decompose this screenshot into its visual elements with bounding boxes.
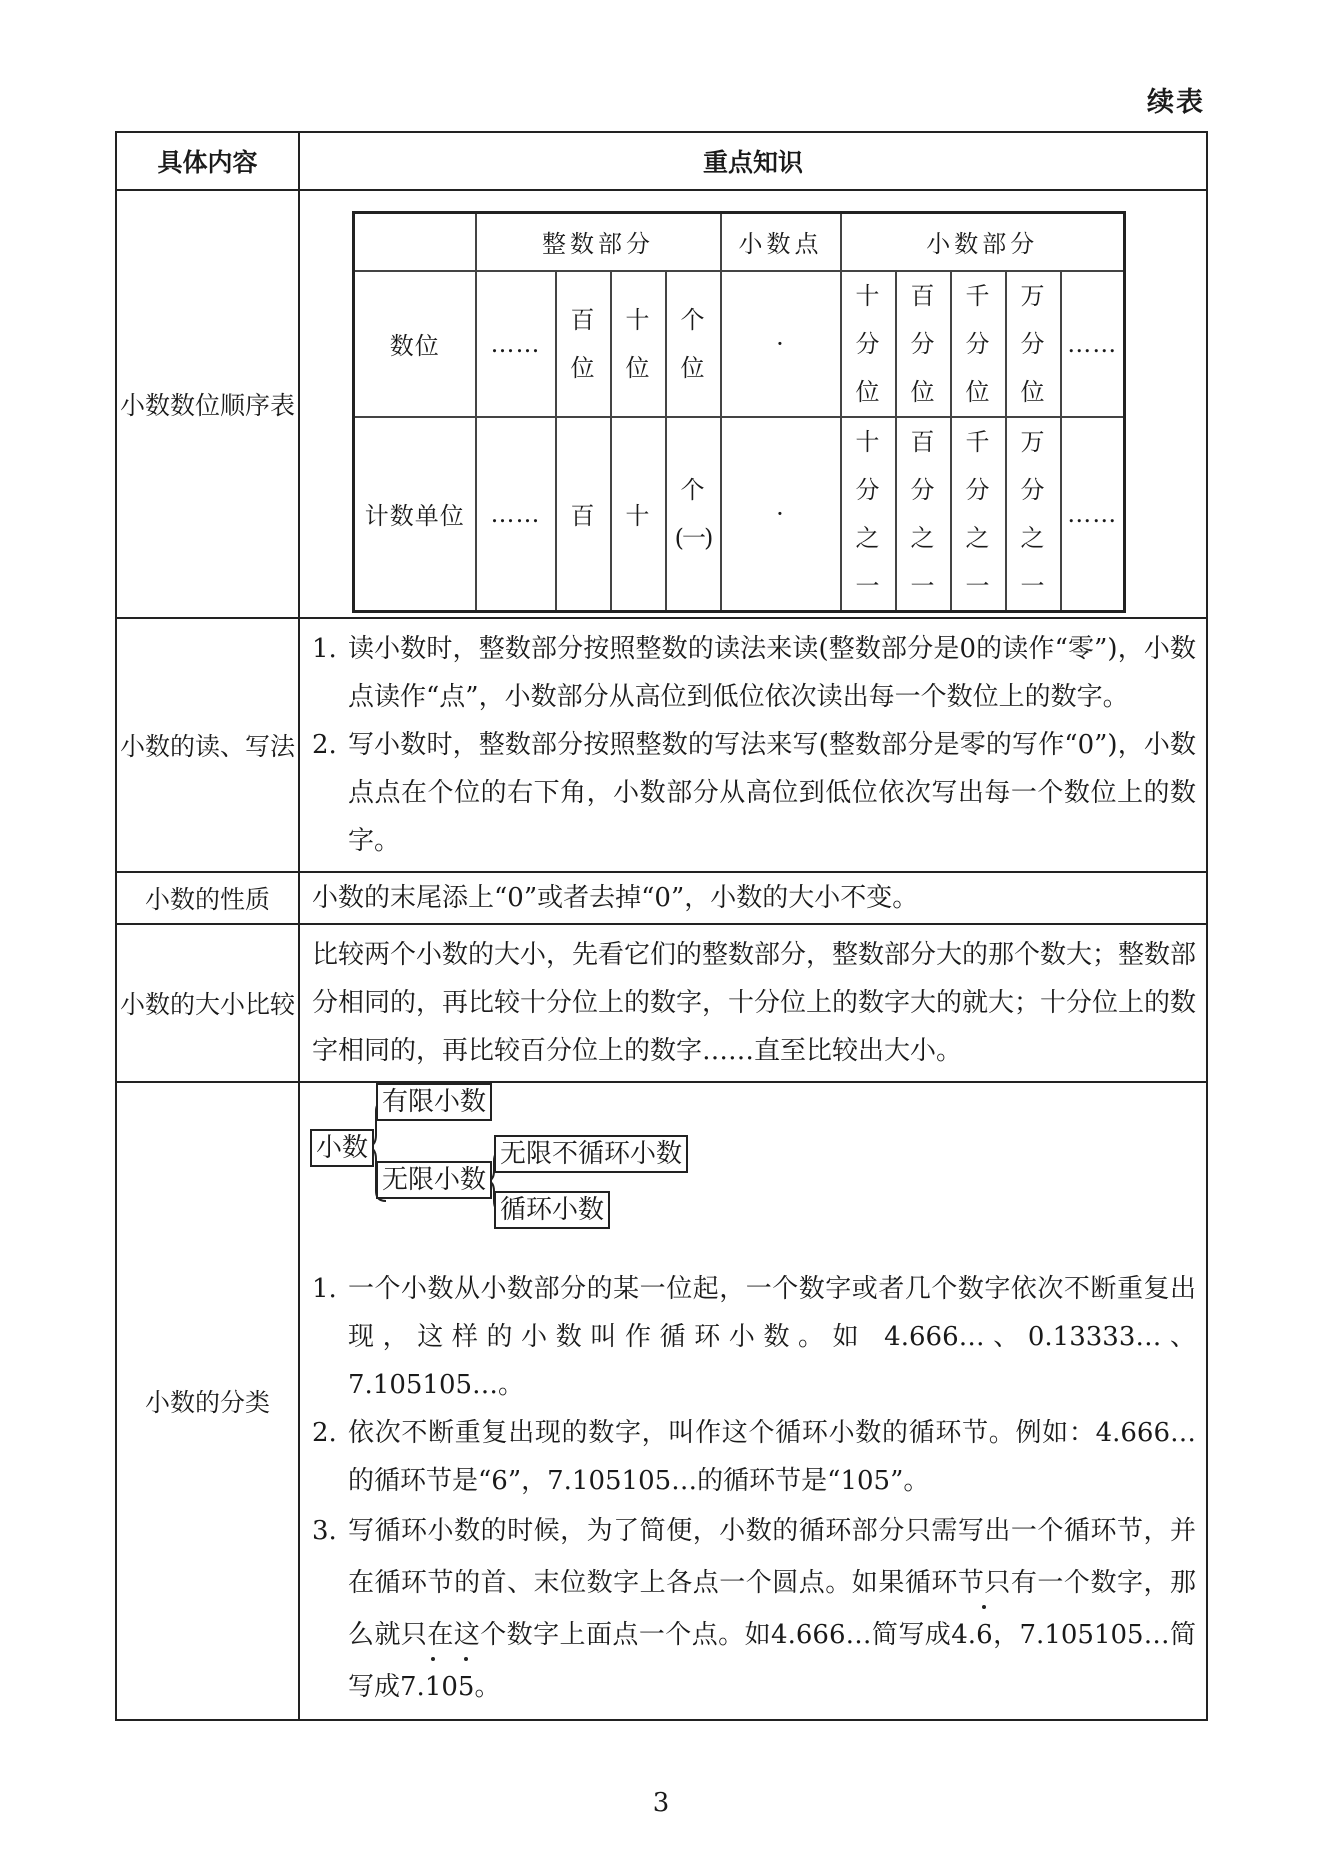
- row-property: [116, 872, 1207, 924]
- property-text: 小数的末尾添上“0”或者去掉“0”，小数的大小不变。: [299, 872, 1207, 924]
- tree-infinite: 无限小数: [376, 1161, 492, 1199]
- topic-property: 小数的性质: [116, 872, 299, 924]
- ellipsis-right: ……: [1061, 271, 1125, 417]
- row-place-value: [116, 190, 1207, 618]
- decimal-point-label: 小数点: [721, 213, 841, 271]
- place-hundreds: 百 位: [556, 271, 611, 417]
- tree-non-repeating: 无限不循环小数: [494, 1135, 688, 1173]
- place-value-cell: [299, 190, 1207, 618]
- unit-hundred: 百: [556, 417, 611, 612]
- header-knowledge: 重点知识: [299, 132, 1207, 190]
- topic-place-value: 小数数位顺序表: [116, 190, 299, 618]
- topic-classification: 小数的分类: [116, 1082, 299, 1720]
- header-topic: 具体内容: [116, 132, 299, 190]
- place-ones: 个 位: [666, 271, 721, 417]
- unit-row: [354, 417, 1125, 612]
- list-item: 3. 写循环小数的时候，为了简便，小数的循环部分只需写出一个循环节，并在循环节的首、末位数字上各点一个圆点。如果循环节只有一个数字，那么就只在这个数字上面点一个点。如4.666…简写成4.6，7.105105…简写成7.105。: [312, 1505, 1196, 1713]
- page-number: 3: [652, 1788, 670, 1818]
- unit-thousandth: 千 分 之 一: [951, 417, 1006, 612]
- unit-ten: 十: [611, 417, 666, 612]
- ellipsis-right-unit: ……: [1061, 417, 1125, 612]
- place-row: [354, 271, 1125, 417]
- place-ten-thousandths: 万 分 位: [1006, 271, 1061, 417]
- row-classification: [116, 1082, 1207, 1720]
- knowledge-table: [115, 131, 1208, 1721]
- place-row-label: 数位: [354, 271, 476, 417]
- corner-cell: [354, 213, 476, 271]
- place-value-table: [352, 211, 1126, 613]
- continued-label: 续表: [1147, 87, 1205, 118]
- example-7-105: 7.105: [400, 1672, 474, 1702]
- integer-part-label: 整数部分: [476, 213, 721, 271]
- table-header-row: [116, 132, 1207, 190]
- reading-writing-content: [299, 618, 1207, 872]
- place-thousandths: 千 分 位: [951, 271, 1006, 417]
- topic-reading-writing: 小数的读、写法: [116, 618, 299, 872]
- tree-root: 小数: [310, 1129, 374, 1167]
- place-tenths: 十 分 位: [841, 271, 896, 417]
- list-item: 1. 读小数时，整数部分按照整数的读法来读(整数部分是0的读作“零”)，小数点读作“点”，小数部分从高位到低位依次读出每一个数位上的数字。: [312, 634, 1196, 712]
- unit-row-label: 计数单位: [354, 417, 476, 612]
- ellipsis-left: ……: [476, 271, 556, 417]
- row-reading-writing: [116, 618, 1207, 872]
- ellipsis-left-unit: ……: [476, 417, 556, 612]
- unit-hundredth: 百 分 之 一: [896, 417, 951, 612]
- tree-finite: 有限小数: [376, 1083, 492, 1121]
- list-item: 1. 一个小数从小数部分的某一位起，一个数字或者几个数字依次不断重复出现，这样的小数叫作循环小数。如 4.666…、0.13333…、7.105105…。: [312, 1274, 1196, 1400]
- row-comparison: [116, 924, 1207, 1082]
- classification-tree: [310, 1087, 910, 1267]
- tree-repeating: 循环小数: [494, 1191, 610, 1229]
- place-value-top-row: [354, 213, 1125, 271]
- list-item: 2. 依次不断重复出现的数字，叫作这个循环小数的循环节。例如：4.666…的循环节是“6”，7.105105…的循环节是“105”。: [312, 1418, 1196, 1496]
- topic-comparison: 小数的大小比较: [116, 924, 299, 1082]
- decimal-part-label: 小数部分: [841, 213, 1125, 271]
- classification-content: [299, 1082, 1207, 1720]
- decimal-point-dot-unit: ·: [721, 417, 841, 612]
- place-hundredths: 百 分 位: [896, 271, 951, 417]
- example-4-6: 4.6: [951, 1620, 992, 1650]
- decimal-point-dot: ·: [721, 271, 841, 417]
- comparison-text: 比较两个小数的大小，先看它们的整数部分，整数部分大的那个数大；整数部分相同的，再比较十分位上的数字，十分位上的数字大的就大；十分位上的数字相同的，再比较百分位上的数字……直至比较出大小。: [299, 924, 1207, 1082]
- list-item: 2. 写小数时，整数部分按照整数的写法来写(整数部分是零的写作“0”)，小数点点在个位的右下角，小数部分从高位到低位依次写出每一个数位上的数字。: [312, 730, 1196, 856]
- unit-one: 个 (一): [666, 417, 721, 612]
- unit-tenth: 十 分 之 一: [841, 417, 896, 612]
- place-tens: 十 位: [611, 271, 666, 417]
- unit-ten-thousandth: 万 分 之 一: [1006, 417, 1061, 612]
